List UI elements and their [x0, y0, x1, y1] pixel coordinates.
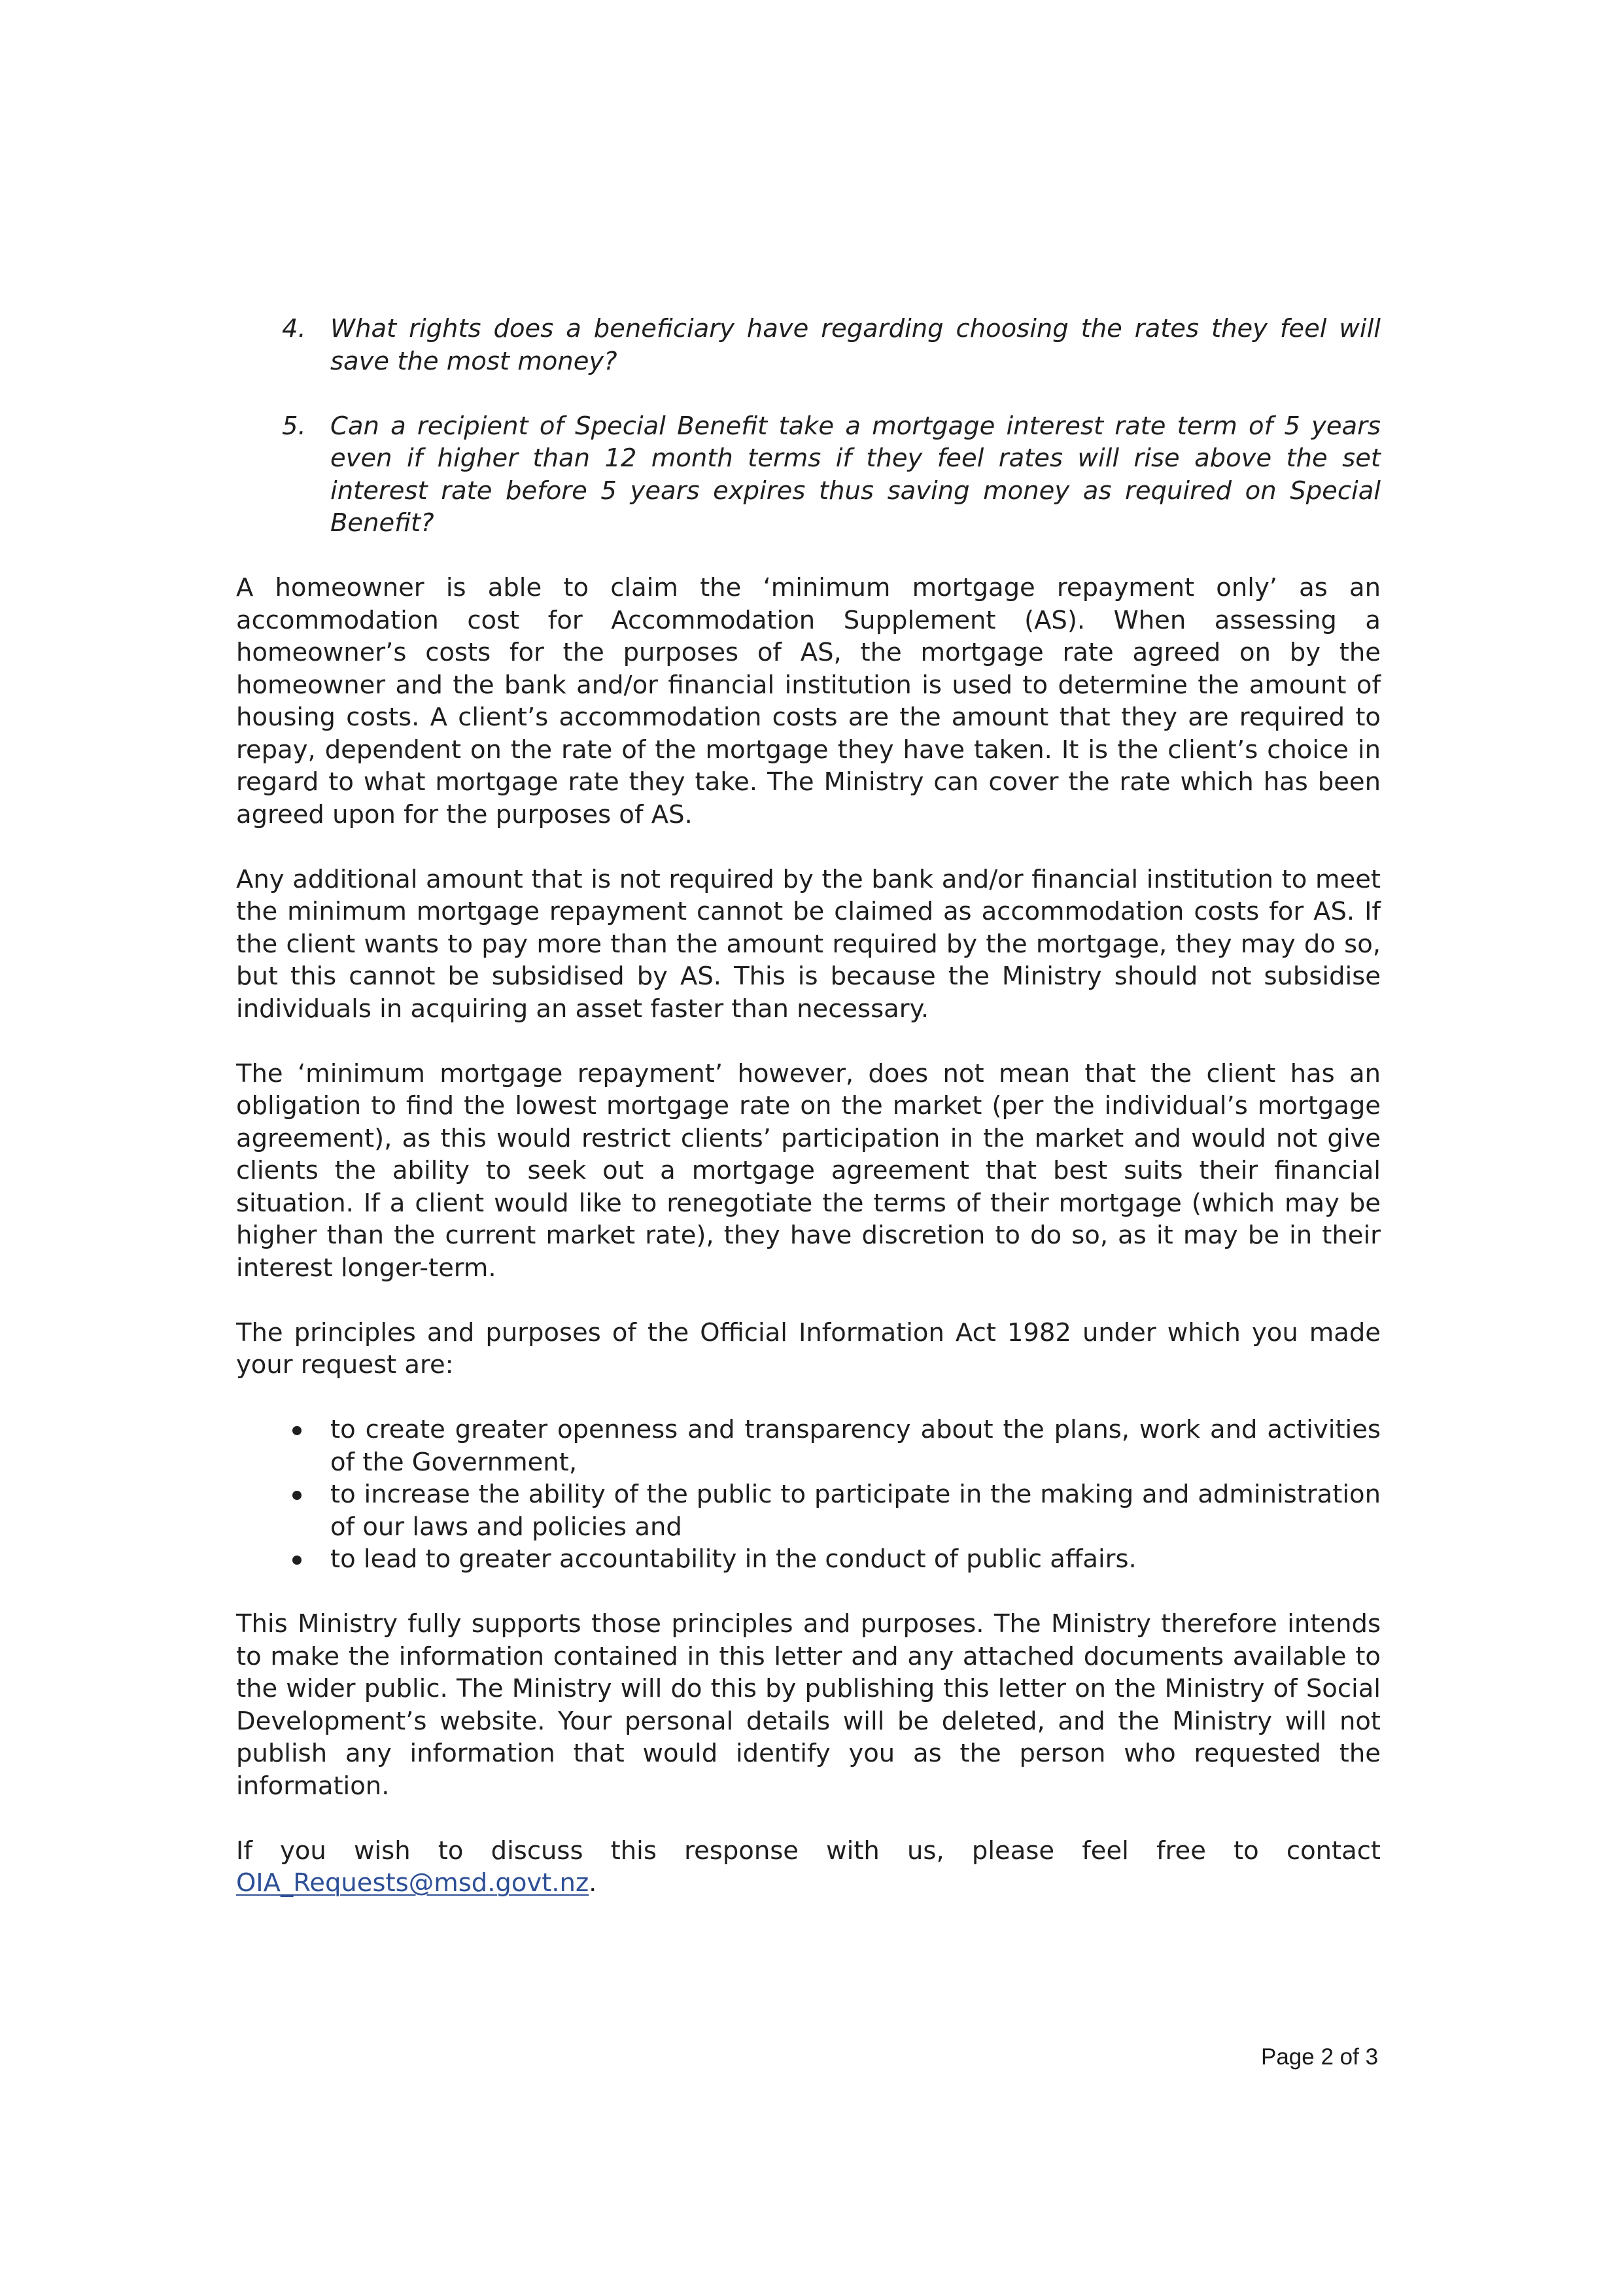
bullet-icon	[292, 1426, 302, 1435]
bullet-icon	[292, 1491, 302, 1500]
question-list	[236, 313, 1381, 540]
paragraph-no-obligation: The ‘minimum mortgage repayment’ however, does not mean that the client has an obligation to find the lowest mortgage rate on the market (per the individual’s mortgage agreement), as this would restrict clients’ participation in the market and would not give clients the ability to seek out a mortgage agreement that best suits their financial situation. If a client would like to renegotiate the terms of their mortgage (which may be higher than the current market rate), they have discretion to do so, as it may be in their interest longer-term.	[236, 1058, 1381, 1283]
paragraph-contact	[236, 1835, 1381, 1900]
question-item	[236, 313, 1381, 377]
bullet-icon	[292, 1556, 302, 1565]
letter-body	[236, 313, 1381, 1900]
page-number: Page 2 of 3	[1261, 2044, 1379, 2070]
question-text: Can a recipient of Special Benefit take a mortgage interest rate term of 5 years even if higher than 12 month terms if they feel rates will rise above the set interest rate before 5 years expires thus saving money as required on Special Benefit?	[330, 411, 1381, 538]
paragraph-minimum-repayment: A homeowner is able to claim the ‘minimum mortgage repayment only’ as an accommodation cost for Accommodation Supplement (AS). When assessing a homeowner’s costs for the purposes of AS, the mortgage rate agreed on by the homeowner and the bank and/or financial institution is used to determine the amount of housing costs. A client’s accommodation costs are the amount that they are required to repay, dependent on the rate of the mortgage they have taken. It is the client’s choice in regard to what mortgage rate they take. The Ministry can cover the rate which has been agreed upon for the purposes of AS.	[236, 573, 1381, 829]
question-text: What rights does a beneficiary have regarding choosing the rates they feel will save the most money?	[330, 314, 1381, 376]
oia-email-link[interactable]: OIA_Requests@msd.govt.nz	[236, 1868, 589, 1898]
principles-list	[236, 1414, 1381, 1576]
principle-text: to lead to greater accountability in the conduct of public affairs.	[330, 1544, 1137, 1574]
paragraph-additional-amount: Any additional amount that is not required by the bank and/or financial institution to meet the minimum mortgage repayment cannot be claimed as accommodation costs for AS. If the client wants to pay more than the amount required by the mortgage, they may do so, but this cannot be subsidised by AS. This is because the Ministry should not subsidise individuals in acquiring an asset faster than necessary.	[236, 864, 1381, 1024]
contact-trailing: .	[589, 1868, 597, 1898]
question-number: 4.	[282, 314, 306, 343]
paragraph-publication: This Ministry fully supports those principles and purposes. The Ministry therefore intends to make the information contained in this letter and any attached documents available to the wider public. The Ministry will do this by publishing this letter on the Ministry of Social Development’s website. Your personal details will be deleted, and the Ministry will not publish any information that would identify you as the person who requested the information.	[236, 1609, 1381, 1801]
principle-text: to increase the ability of the public to participate in the making and administration of our laws and policies and	[330, 1480, 1381, 1542]
principle-item	[236, 1543, 1381, 1576]
contact-text: If you wish to discuss this response with us, please feel free to contact	[236, 1835, 1381, 1866]
question-item	[236, 410, 1381, 540]
principle-item	[236, 1478, 1381, 1543]
paragraph-oia-principles-intro: The principles and purposes of the Official Information Act 1982 under which you made your request are:	[236, 1317, 1381, 1380]
principle-text: to create greater openness and transparency about the plans, work and activities of the Government,	[330, 1415, 1381, 1477]
principle-item	[236, 1414, 1381, 1478]
question-number: 5.	[282, 411, 306, 441]
